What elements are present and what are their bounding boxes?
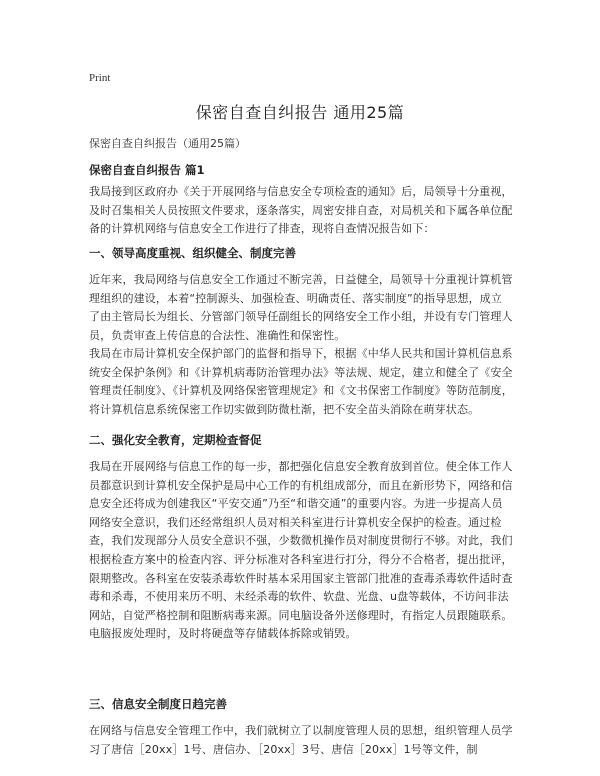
paragraph-2: 我局在市局计算机安全保护部门的监督和指导下，根据《中华人民共和国计算机信息系统安全保护条例》和《计算机病毒防治管理办法》等法规、规定，建立和健全了《安全管理责任制度》、《计算机及网络保密管理规定》和《文书保密工作制度》等防范制度，将计算机信息系统保密工作切实做到防微杜渐，把不安全苗头消除在萌芽状态。 [89,347,513,416]
document-title: 保密自查自纠报告 通用25篇 [195,103,405,122]
paragraph-3: 我局在开展网络与信息工作的每一步，都把强化信息安全教育放到首位。使全体工作人员都意识到计算机安全保护是局中心工作的有机组成部分，而且在新形势下，网络和信息安全还将成为创建我区“平安交通”乃至“和谐交通”的重要内容。为进一步提高人员网络安全意识，我们还经常组织人员对相关科室进行计算机安全保护的检查。通过检查，我们发现部分人员安全意识不强，少数微机操作员对制度贯彻行不够。对此，我们根据检查方案中的检查内容、评分标准对各科室进行打分，得分不合格者，提出批评，限期整改。各科室在安装杀毒软件时基本采用国家主管部门批准的查毒杀毒软件适时查毒和杀毒，不使用来历不明、未经杀毒的软件、软盘、光盘、u盘等载体，不访问非法网站，自觉严格控制和阻断病毒来源。同电脑设备外送修理时，有指定人员跟随联系。电脑报废处理时，及时将硬盘等存储载体拆除或销毁。 [89,460,513,641]
document-subtitle: 保密自查自纠报告（通用25篇） [89,137,246,150]
section-title: 保密自查自纠报告 篇1 [89,163,205,177]
heading-3: 三、信息安全制度日趋完善 [89,697,227,711]
paragraph-1: 近年来，我局网络与信息安全工作通过不断完善，日益健全，局领导十分重视计算机管理组织的建设，本着“控制源头、加强检查、明确责任、落实制度”的指导思想，成立了由主管局长为组长、分管部门领导任副组长的网络安全工作小组，并设有专门管理人员，负责审查上传信息的合法性、准确性和保密性。 [89,273,513,342]
heading-1: 一、领导高度重视、组织健全、制度完善 [89,246,296,260]
paragraph-4: 在网络与信息安全管理工作中，我们就树立了以制度管理人员的思想，组织管理人员学习了唐信［20xx］1号、唐信办、［20xx］3号、唐信［20xx］1号等文件，制 [89,724,513,756]
intro-paragraph: 我局接到区政府办《关于开展网络与信息安全专项检查的通知》后，局领导十分重视，及时召集相关人员按照文件要求，逐条落实，周密安排自查，对局机关和下属各单位配备的计算机网络与信息安全工作进行了排查，现将自查情况报告如下： [89,185,513,236]
print-label[interactable]: Print [89,72,111,84]
heading-2: 二、强化安全教育，定期检查督促 [89,433,262,447]
